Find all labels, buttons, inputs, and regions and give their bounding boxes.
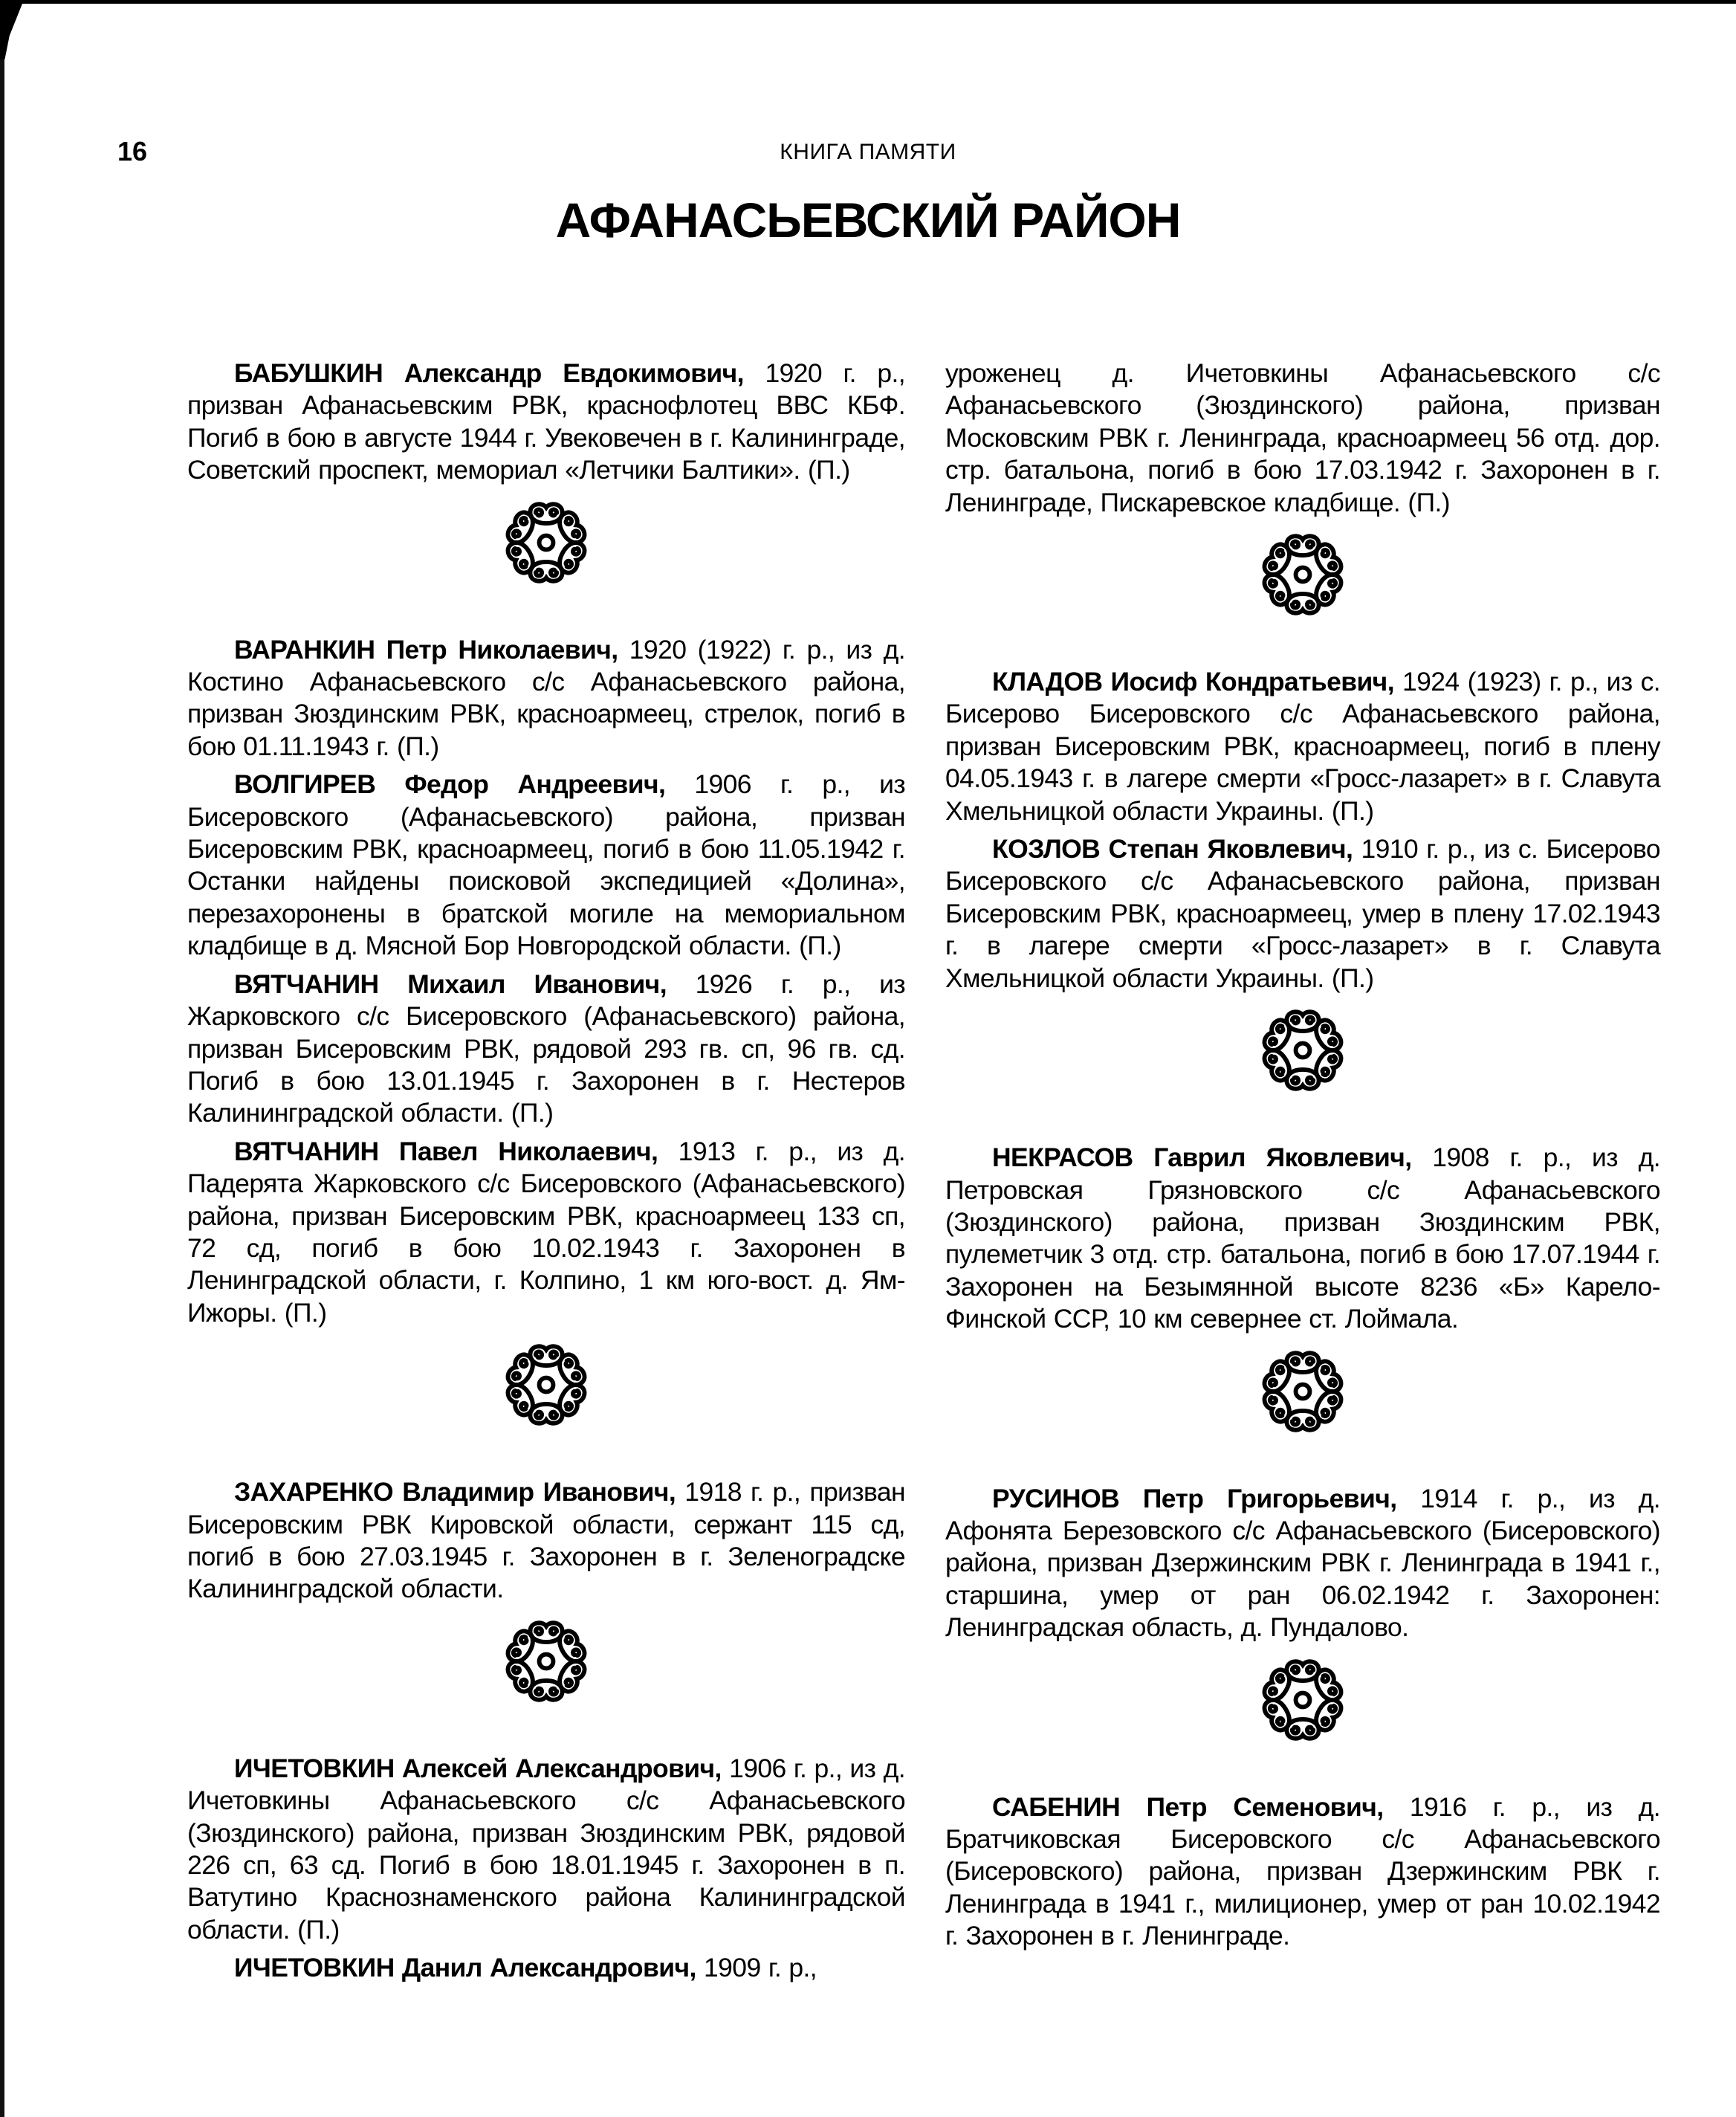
entry-text: 1914 г. р., из д. Афонята Березовского с/с Афанасьевского (Бисеровского) района, призван Дзержинским РВК г. Ленинграда в 1941 г., старшина, умер от ран 06.02.1942 г. Захоронен: Ленинградская область, д. Пундалово. — [945, 1483, 1660, 1643]
entry-given-names: Федор Андреевич, — [404, 769, 666, 800]
page-title: АФАНАСЬЕВСКИЙ РАЙОН — [555, 193, 1181, 248]
entry-given-names: Гаврил Яковлевич, — [1153, 1142, 1412, 1173]
entry-text: 1909 г. р., — [696, 1953, 817, 1983]
entry-surname: КОЗЛОВ — [992, 834, 1101, 864]
entry-text: 1926 г. р., из Жарковского с/с Бисеровского (Афанасьевского) района, призван Бисеровским РВК, рядовой 293 гв. сп, 96 гв. сд. Погиб в бою 13.01.1945 г. Захоронен в г. Нестеров Калининградской области. (П.) — [187, 969, 906, 1128]
entry-text: 1920 г. р., призван Афанасьевским РВК, краснофлотец ВВС КБФ. Погиб в бою в августе 1944 г. Увековечен в г. Калининграде, Советский проспект, мемориал «Летчики Балтики». (П.) — [187, 358, 906, 485]
left-column — [187, 358, 905, 1991]
scan-corner-artifact — [0, 0, 24, 59]
entry-text: 1906 г. р., из Бисеровского (Афанасьевского) района, призван Бисеровским РВК, красноармеец, погиб в бою 11.05.1942 г. Останки найдены поисковой экспедицией «Долина», перезахоронены в братской могиле на мемориальном кладбище в д. Мясной Бор Новгородской области. (П.) — [187, 769, 906, 961]
entry-given-names: Степан Яковлевич, — [1108, 834, 1353, 864]
entry-given-names: Михаил Иванович, — [407, 969, 667, 999]
swirl-rosette-icon — [502, 499, 590, 586]
memorial-entry — [945, 1483, 1660, 1644]
swirl-rosette-icon — [1259, 1656, 1347, 1744]
entry-surname: ЗАХАРЕНКО — [234, 1477, 394, 1507]
scan-edge-left — [0, 0, 4, 2117]
swirl-rosette-icon — [1259, 1006, 1347, 1094]
entry-given-names: Александр Евдокимович, — [404, 358, 744, 388]
ornament-divider — [187, 1341, 905, 1430]
memorial-entry — [187, 769, 905, 962]
ornament-divider — [945, 1656, 1660, 1745]
memorial-entry — [187, 969, 905, 1130]
entry-surname: НЕКРАСОВ — [992, 1142, 1133, 1173]
memorial-entry — [945, 1142, 1660, 1335]
entry-text: 1910 г. р., из с. Бисерово Бисеровского с/с Афанасьевского района, призван Бисеровским РВК, красноармеец, умер в плену 17.02.1943 г. в лагере смерти «Гросс-лазарет» в г. Славута Хмельницкой области Украины. (П.) — [945, 834, 1660, 993]
entry-given-names: Павел Николаевич, — [398, 1136, 658, 1166]
running-head: КНИГА ПАМЯТИ — [780, 140, 956, 164]
entry-given-names: Петр Семенович, — [1146, 1791, 1384, 1822]
page-number: 16 — [117, 136, 148, 167]
memorial-entry — [187, 358, 905, 487]
scan-edge-top — [0, 0, 1736, 4]
entry-surname: САБЕНИН — [992, 1791, 1121, 1822]
memorial-entry — [945, 358, 1660, 519]
memorial-entry — [945, 666, 1660, 827]
entry-given-names: Данил Александрович, — [401, 1953, 696, 1983]
ornament-divider — [945, 531, 1660, 620]
entry-surname: КЛАДОВ — [992, 667, 1103, 697]
memorial-entry — [187, 1136, 905, 1329]
entry-given-names: Петр Григорьевич, — [1142, 1483, 1397, 1513]
entry-text: 1920 (1922) г. р., из д. Костино Афанасьевского с/с Афанасьевского района, призван Зюздинским РВК, красноармеец, стрелок, погиб в бою 01.11.1943 г. (П.) — [187, 634, 905, 761]
entry-text: 1916 г. р., из д. Братчиковская Бисеровского с/с Афанасьевского (Бисеровского) района, призван Дзержинским РВК г. Ленинграда в 1941 г., милиционер, умер от ран 10.02.1942 г. Захоронен в г. Ленинграде. — [945, 1791, 1660, 1951]
memorial-entry — [187, 1753, 905, 1946]
entry-surname: ВЯТЧАНИН — [234, 969, 379, 999]
entry-surname: ВЯТЧАНИН — [234, 1136, 379, 1166]
right-column — [945, 358, 1660, 1959]
entry-text: 1924 (1923) г. р., из с. Бисерово Бисеровского с/с Афанасьевского района, призван Бисеровским РВК, красноармеец, погиб в плену 04.05.1943 г. в лагере смерти «Гросс-лазарет» в г. Славута Хмельницкой области Украины. (П.) — [945, 667, 1661, 826]
ornament-divider — [187, 499, 905, 588]
entry-text: 1918 г. р., призван Бисеровским РВК Кировской области, сержант 115 сд, погиб в бою 27.03.1945 г. Захоронен в г. Зеленоградске Калининградской области. — [187, 1477, 906, 1604]
memorial-entry — [187, 634, 905, 763]
entry-given-names: Петр Николаевич, — [386, 634, 618, 665]
memorial-entry — [187, 1476, 905, 1606]
entry-surname: БАБУШКИН — [234, 358, 383, 388]
entry-surname: РУСИНОВ — [992, 1483, 1120, 1513]
entry-text: 1906 г. р., из д. Ичетовкины Афанасьевского с/с Афанасьевского (Зюздинского) района, призван Зюздинским РВК, рядовой 226 сп, 63 сд. Погиб в бою 18.01.1945 г. Захоронен в п. Ватутино Краснознаменского района Калининградской области. (П.) — [187, 1753, 905, 1945]
swirl-rosette-icon — [502, 1341, 590, 1429]
entry-surname: ВАРАНКИН — [234, 634, 375, 665]
entry-surname: ИЧЕТОВКИН — [234, 1753, 395, 1783]
entry-given-names: Иосиф Кондратьевич, — [1110, 667, 1394, 697]
ornament-divider — [945, 1348, 1660, 1437]
ornament-divider — [187, 1617, 905, 1707]
entry-given-names: Алексей Александрович, — [401, 1753, 722, 1783]
entry-text: 1913 г. р., из д. Падерята Жарковского с/с Бисеровского (Афанасьевского) района, призван Бисеровским РВК, красноармеец 133 сп, 72 сд, погиб в бою 10.02.1943 г. Захоронен в Ленинградской области, г. Колпино, 1 км юго-вост. д. Ям-Ижоры. (П.) — [187, 1136, 905, 1328]
entry-text: уроженец д. Ичетовкины Афанасьевского с/с Афанасьевского (Зюздинского) района, призван Московским РВК г. Ленинграда, красноармеец 56 отд. дор. стр. батальона, погиб в бою 17.03.1942 г. Захоронен в г. Ленинграде, Пискаревское кладбище. (П.) — [945, 358, 1660, 517]
entry-surname: ИЧЕТОВКИН — [234, 1953, 395, 1983]
entry-text: 1908 г. р., из д. Петровская Грязновского с/с Афанасьевского (Зюздинского) района, призван Зюздинским РВК, пулеметчик 3 отд. стр. батальона, погиб в бою 17.07.1944 г. Захоронен на Безымянной высоте 8236 «Б» Карело-Финской ССР, 10 км севернее ст. Лоймала. — [945, 1142, 1661, 1334]
swirl-rosette-icon — [502, 1617, 590, 1705]
swirl-rosette-icon — [1259, 1348, 1347, 1435]
entry-surname: ВОЛГИРЕВ — [234, 769, 376, 800]
memorial-entry — [945, 833, 1660, 995]
memorial-entry — [187, 1952, 905, 1984]
swirl-rosette-icon — [1259, 531, 1347, 618]
ornament-divider — [945, 1006, 1660, 1096]
memorial-entry — [945, 1791, 1660, 1953]
entry-given-names: Владимир Иванович, — [402, 1477, 676, 1507]
